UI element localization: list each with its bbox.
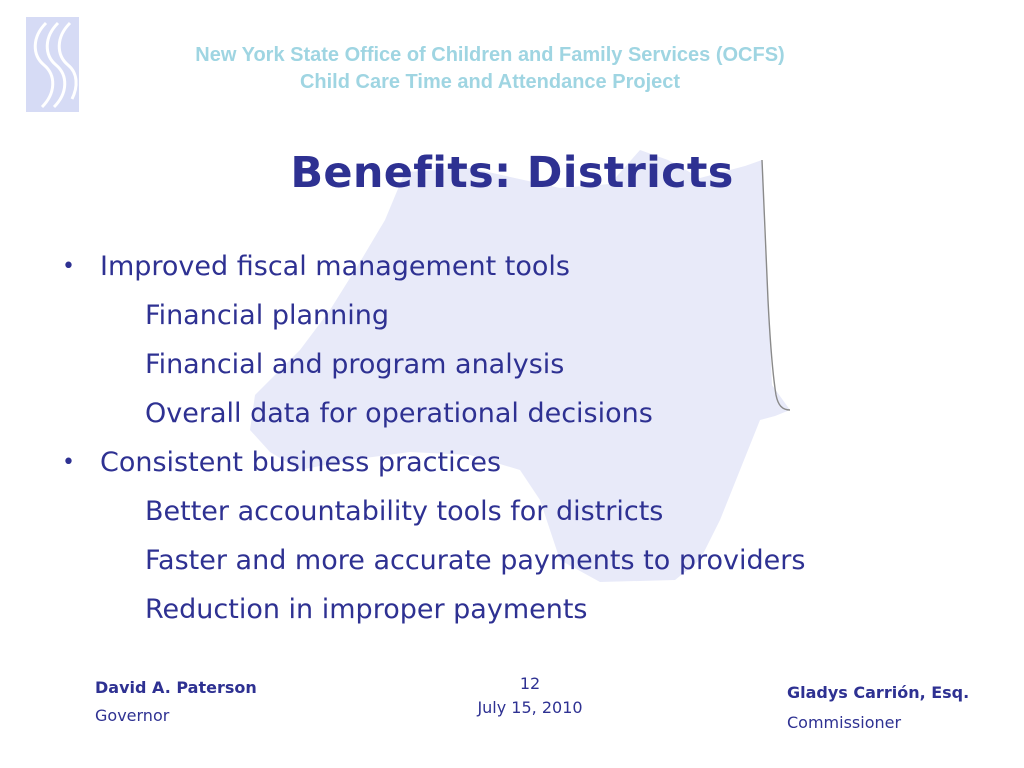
- bullet-marker: •: [62, 254, 75, 279]
- footer-commissioner: [787, 678, 969, 738]
- commissioner-title: Commissioner: [787, 713, 902, 732]
- bullet-text: Improved fiscal management tools: [100, 251, 570, 282]
- sub-item: Overall data for operational decisions: [145, 398, 653, 429]
- slide-date: July 15, 2010: [477, 698, 583, 717]
- slide-body: [62, 246, 962, 638]
- bullet-item: [62, 246, 962, 295]
- sub-item: Better accountability tools for districts: [145, 496, 664, 527]
- header-line-organization: New York State Office of Children and Family Services (OCFS): [195, 44, 785, 66]
- ocfs-logo-icon: [26, 17, 79, 112]
- sub-item: Financial planning: [145, 300, 389, 331]
- bullet-marker: •: [62, 450, 75, 475]
- footer-center: [400, 672, 660, 720]
- bullet-text: Consistent business practices: [100, 447, 502, 478]
- page-number: 12: [519, 674, 541, 693]
- slide-header: [80, 42, 900, 96]
- governor-name: David A. Paterson: [95, 678, 257, 697]
- footer-governor: [95, 674, 257, 730]
- commissioner-name: Gladys Carrión, Esq.: [787, 683, 970, 702]
- header-line-project: Child Care Time and Attendance Project: [299, 71, 681, 93]
- governor-title: Governor: [95, 706, 170, 725]
- slide-title: Benefits: Districts: [290, 148, 734, 198]
- sub-item: Faster and more accurate payments to providers: [145, 545, 806, 576]
- bullet-item: [62, 442, 962, 491]
- sub-item: Financial and program analysis: [145, 349, 565, 380]
- sub-item: Reduction in improper payments: [145, 594, 588, 625]
